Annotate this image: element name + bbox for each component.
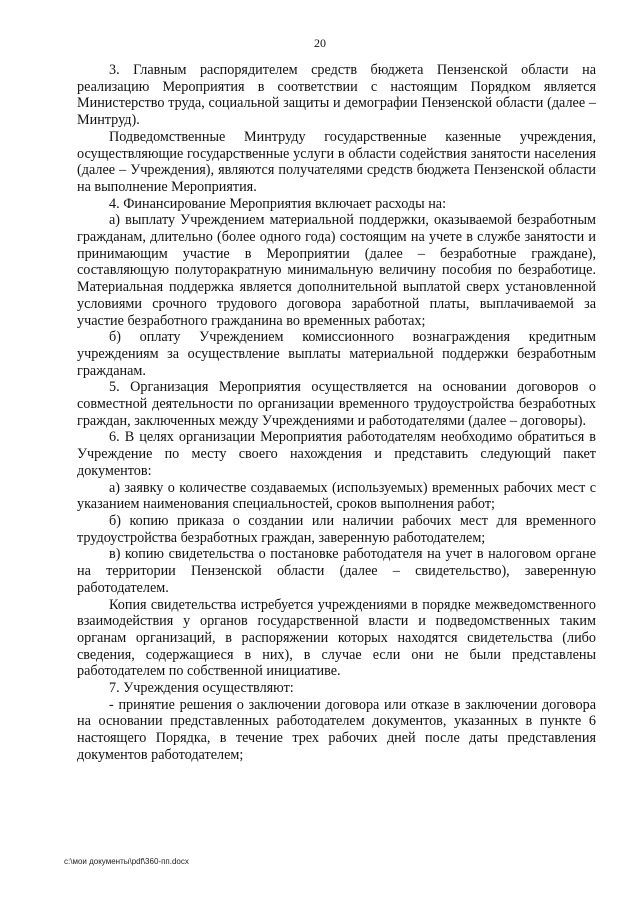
paragraph-4b-commission-fee: б) оплату Учреждением комиссионного вознаграждения кредитным учреждениям за осуществление выплаты материальной поддержки безработным гражданам. bbox=[77, 329, 596, 379]
page-number: 20 bbox=[314, 36, 326, 50]
paragraph-3-main-distributor: 3. Главным распорядителем средств бюджета Пензенской области на реализацию Мероприятия в соответствии с настоящим Порядком является Министерство труда, социальной защиты и демографии Пензенской области (далее – Минтруд). bbox=[77, 62, 596, 129]
paragraph-6-documents: 6. В целях организации Мероприятия работодателям необходимо обратиться в Учреждение по месту своего нахождения и представить следующий пакет документов: bbox=[77, 429, 596, 479]
paragraph-6a-application: а) заявку о количестве создаваемых (используемых) временных рабочих мест с указанием наименования специальностей, сроков выполнения работ; bbox=[77, 479, 596, 513]
paragraph-4-financing: 4. Финансирование Мероприятия включает расходы на: bbox=[109, 195, 447, 212]
paragraph-certificate-request: Копия свидетельства истребуется учреждениями в порядке межведомственного взаимодействия у органов государственной власти и подведомственных таким органам организаций, в распоряжении которых находятся свидетельства (либо сведения, содержащиеся в них), в случае если они не были представлены работодателем по собственной инициативе. bbox=[77, 596, 596, 680]
footer-file-path: c:\мои документы\pdf\360-пп.docx bbox=[64, 857, 189, 866]
paragraph-6b-order-copy: б) копию приказа о создании или наличии рабочих мест для временного трудоустройства безработных граждан, заверенную работодателем; bbox=[77, 512, 596, 546]
paragraph-7-decision: - принятие решения о заключении договора или отказе в заключении договора на основании представленных работодателем документов, указанных в пункте 6 настоящего Порядка, в течение трех рабочих дней после даты представления документов работодателем; bbox=[77, 696, 596, 763]
paragraph-4a-material-support: а) выплату Учреждением материальной поддержки, оказываемой безработным гражданам, длительно (более одного года) состоящим на учете в службе занятости и принимающим участие в Мероприятии (далее – безработные граждане), составляющую полуторакратную минимальную величину пособия по безработице. Материальная поддержка является дополнительной выплатой сверх установленной условиями срочного трудового договора заработной платы, выплачиваемой за участие безработного гражданина во временных работах; bbox=[77, 212, 596, 329]
document-body bbox=[77, 62, 596, 764]
paragraph-5-organization: 5. Организация Мероприятия осуществляется на основании договоров о совместной деятельности по организации временного трудоустройства безработных граждан, заключенных между Учреждениями и работодателями (далее – договоры). bbox=[77, 379, 596, 429]
paragraph-subordinate-institutions: Подведомственные Минтруду государственные казенные учреждения, осуществляющие государственные услуги в области содействия занятости населения (далее – Учреждения), являются получателями средств бюджета Пензенской области на выполнение Мероприятия. bbox=[77, 128, 596, 195]
paragraph-7-institutions: 7. Учреждения осуществляют: bbox=[109, 680, 294, 697]
paragraph-6v-certificate-copy: в) копию свидетельства о постановке работодателя на учет в налоговом органе на территории Пензенской области (далее – свидетельство), заверенную работодателем. bbox=[77, 546, 596, 596]
